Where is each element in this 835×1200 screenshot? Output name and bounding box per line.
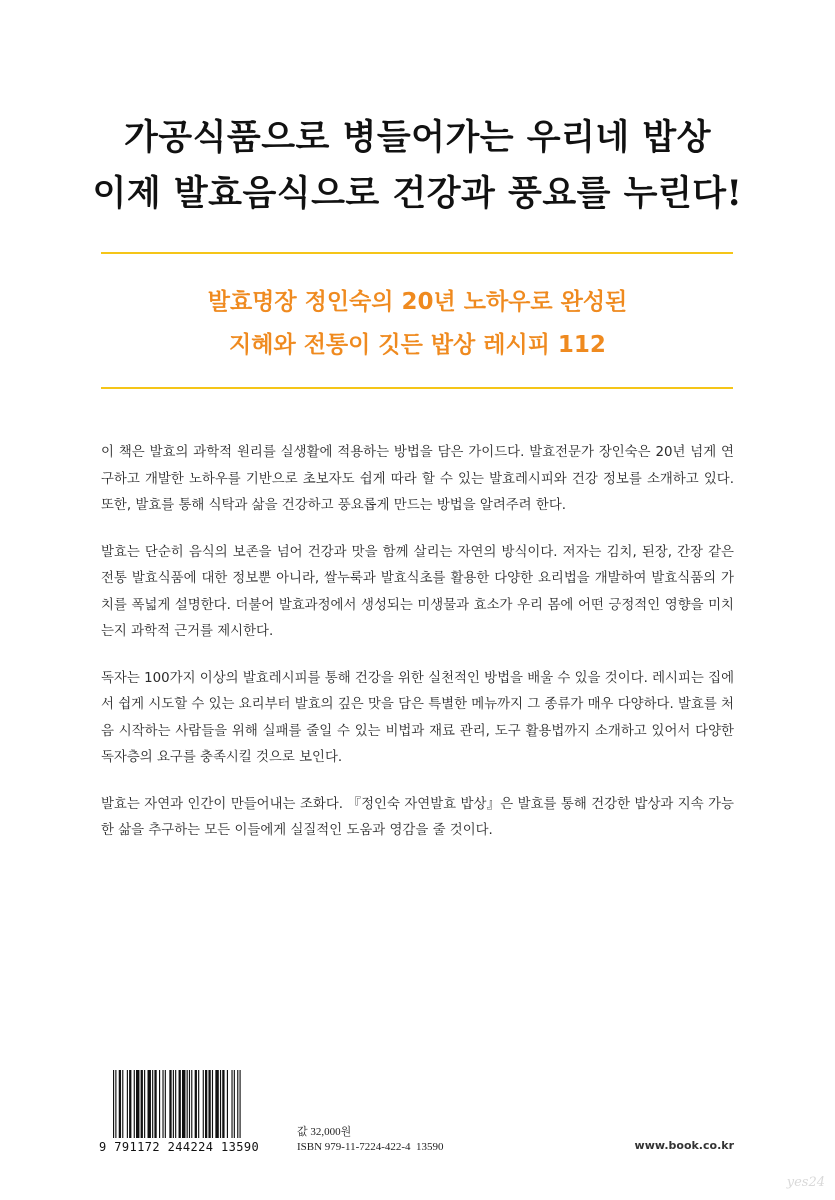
barcode-bar	[122, 1070, 123, 1138]
barcode-bar	[127, 1070, 128, 1138]
watermark-logo: yes24	[786, 1175, 825, 1190]
barcode-bar	[182, 1070, 185, 1138]
barcode-bar	[129, 1070, 131, 1138]
barcode-bar	[195, 1070, 197, 1138]
barcode-bar	[152, 1070, 153, 1138]
barcode-bar	[234, 1070, 235, 1138]
barcode-bar	[222, 1070, 224, 1138]
barcode-bar	[154, 1070, 156, 1138]
barcode-bar	[119, 1070, 121, 1138]
barcode-bar	[205, 1070, 207, 1138]
barcode-bar	[240, 1070, 241, 1138]
subheadline-line-2: 지혜와 전통이 깃든 밥상 레시피 112	[229, 332, 606, 358]
barcode-bar	[212, 1070, 213, 1138]
barcode-bar	[215, 1070, 218, 1138]
barcode-bar	[159, 1070, 160, 1138]
top-divider	[101, 252, 733, 254]
barcode-bar	[175, 1070, 176, 1138]
isbn-number: ISBN 979-11-7224-422-4 13590	[297, 1141, 444, 1153]
barcode-bar	[173, 1070, 174, 1138]
barcode-bar	[141, 1070, 143, 1138]
barcode-bar	[191, 1070, 192, 1138]
barcode-bar	[227, 1070, 228, 1138]
barcode-bar	[148, 1070, 151, 1138]
barcode-bar	[113, 1070, 114, 1138]
bottom-divider	[101, 387, 733, 389]
paragraph-3: 독자는 100가지 이상의 발효레시피를 통해 건강을 위한 실천적인 방법을 배울 수 있을 것이다. 레시피는 집에서 쉽게 시도할 수 있는 요리부터 발효의 깊은 맛을 담은 특별한 메뉴까지 그 종류가 매우 다양하다. 발효를 처음 시작하는 사람들을 위해 실패를 줄일 수 있는 비법과 재료 관리, 도구 활용법까지 소개하고 있어서 다양한 독자층의 요구를 충족시킬 것으로 보인다.	[101, 670, 734, 765]
barcode-bar	[179, 1070, 181, 1138]
barcode-bar	[220, 1070, 221, 1138]
price: 값 32,000원	[297, 1126, 352, 1138]
paragraph-2: 발효는 단순히 음식의 보존을 넘어 건강과 맛을 함께 살리는 자연의 방식이다. 저자는 김치, 된장, 간장 같은 전통 발효식품에 대한 정보뿐 아니라, 쌀누룩과 발효식초를 활용한 다양한 요리법을 개발하여 발효식품의 가치를 폭넓게 설명한다. 더불어 발효과정에서 생성되는 미생물과 효소가 우리 몸에 어떤 긍정적인 영향을 미치는지 과학적 근거를 제시한다.	[101, 544, 734, 639]
barcode-bar	[203, 1070, 204, 1138]
barcode-bar	[198, 1070, 199, 1138]
barcode-bar	[136, 1070, 139, 1138]
barcode-bars	[113, 1070, 289, 1138]
paragraph-4: 발효는 자연과 인간이 만들어내는 조화다. 『정인숙 자연발효 밥상』은 발효를 통해 건강한 밥상과 지속 가능한 삶을 추구하는 모든 이들에게 실질적인 도움과 영감을 줄 것이다.	[101, 796, 734, 838]
isbn-barcode	[99, 1070, 291, 1156]
barcode-bar	[165, 1070, 166, 1138]
barcode-bar	[189, 1070, 190, 1138]
barcode-bar	[231, 1070, 232, 1138]
headline-line-1: 가공식품으로 병들어가는 우리네 밥상	[123, 117, 712, 158]
barcode-bar	[115, 1070, 116, 1138]
barcode-bar	[144, 1070, 145, 1138]
publisher-website: www.book.co.kr	[634, 1139, 734, 1152]
subheadline	[0, 281, 835, 367]
description-body	[101, 440, 734, 865]
barcode-bar	[237, 1070, 238, 1138]
subheadline-line-1: 발효명장 정인숙의 20년 노하우로 완성된	[207, 289, 628, 315]
barcode-bar	[134, 1070, 135, 1138]
paragraph-1: 이 책은 발효의 과학적 원리를 실생활에 적용하는 방법을 담은 가이드다. 발효전문가 장인숙은 20년 넘게 연구하고 개발한 노하우를 기반으로 초보자도 쉽게 따라 할 수 있는 발효레시피와 건강 정보를 소개하고 있다. 또한, 발효를 통해 식탁과 삶을 건강하고 풍요롭게 만드는 방법을 알려주려 한다.	[101, 445, 734, 513]
barcode-bar	[208, 1070, 210, 1138]
barcode-bar	[187, 1070, 188, 1138]
barcode-digits: 9 791172 244224 13590	[99, 1140, 260, 1154]
headline-line-2: 이제 발효음식으로 건강과 풍요를 누린다!	[92, 173, 743, 214]
barcode-bar	[162, 1070, 163, 1138]
barcode-bar	[169, 1070, 171, 1138]
headline	[0, 110, 835, 222]
